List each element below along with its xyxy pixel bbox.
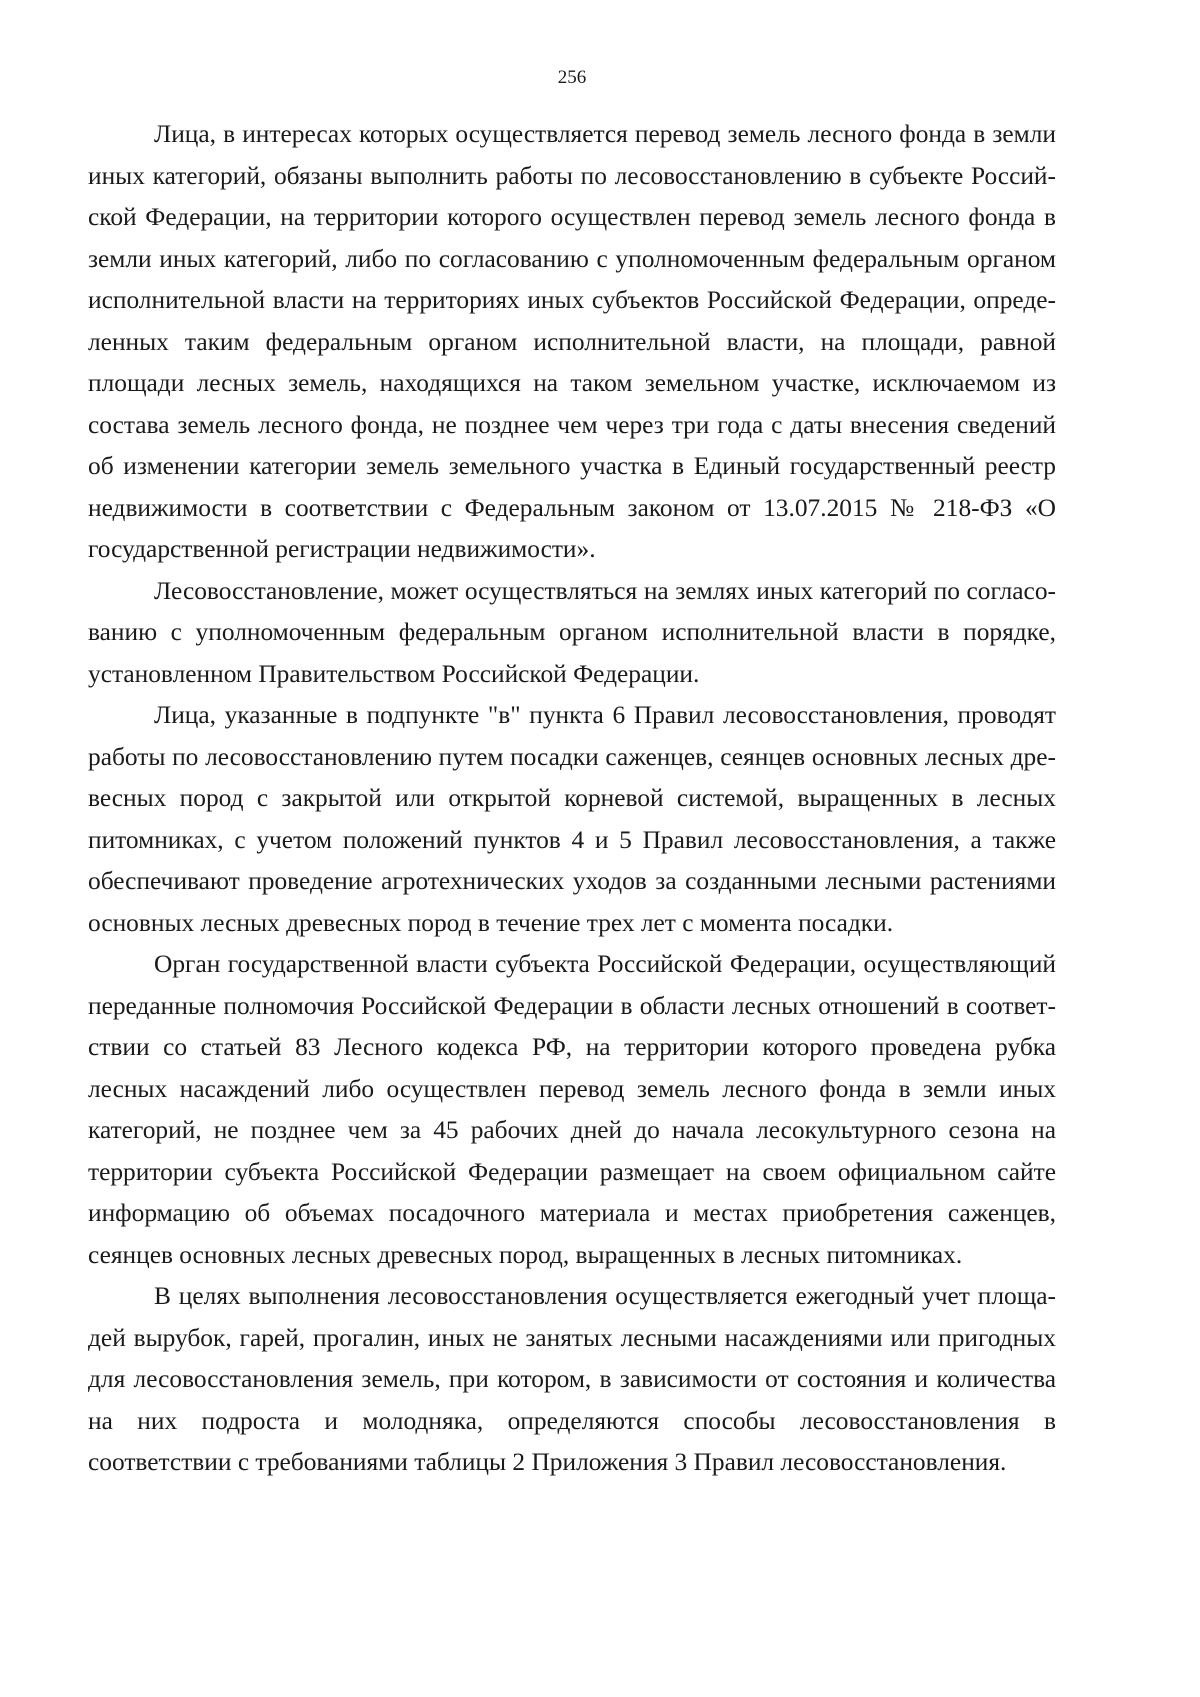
- paragraph-regional-authority: Орган государственной власти субъекта Российской Федерации, осуществляющий переданные полномочия Российской Федерации в области лесных отношений в соответствии со статьей 83 Лесного кодекса РФ, на территории которого проведена рубка лесных насаждений либо осуществлен перевод земель лесного фонда в земли иных категорий, не позднее чем за 45 рабочих дней до начала лесокультурного сезона на территории субъекта Российской Федерации размещает на своем официальном сайте информацию об объемах посадочного материала и местах приобретения саженцев, сеянцев основных лесных древесных пород, выращенных в лесных питомниках.: [88, 950, 1056, 1269]
- page-number: 256: [557, 67, 587, 88]
- paragraph-planting-works: Лица, указанные в подпункте "в" пункта 6 Правил лесовосстановления, проводят работы по лесовосстановлению путем посадки саженцев, сеянцев основных лесных древесных пород с закрытой или открытой корневой системой, выращенных в лесных питомниках, с учетом положений пунктов 4 и 5 Правил лесовосстановления, а также обеспечивают проведение агротехнических уходов за созданными лесными растениями основных лесных древесных пород в течение трех лет с момента посадки.: [88, 701, 1056, 937]
- paragraph-annual-accounting: В целях выполнения лесовосстановления осуществляется ежегодный учет площадей вырубок, гарей, прогалин, иных не занятых лесными насаждениями или пригодных для лесовосстановления земель, при котором, в зависимости от состояния и количества на них подроста и молодняка, определяются способы лесовосстановления в соответствии с требованиями таблицы 2 Приложения 3 Правил лесовосстановления.: [88, 1282, 1056, 1476]
- document-body: [88, 114, 1056, 1484]
- paragraph-reforestation-obligation: Лица, в интересах которых осуществляется перевод земель лесного фонда в земли иных категорий, обязаны выполнить работы по лесовосстановлению в субъекте Российской Федерации, на территории которого осуществлен перевод земель лесного фонда в земли иных категорий, либо по согласованию с уполномоченным федеральным органом исполнительной власти на территориях иных субъектов Российской Федерации, определенных таким федеральным органом исполнительной власти, на площади, равной площади лесных земель, находящихся на таком земельном участке, исключаемом из состава земель лесного фонда, не позднее чем через три года с даты внесения сведений об изменении категории земель земельного участка в Единый государственный реестр недвижимости в соответствии с Федеральным законом от 13.07.2015 № 218-ФЗ «О государственной регистрации недвижимости».: [88, 120, 1056, 563]
- paragraph-other-categories: Лесовосстановление, может осуществляться на землях иных категорий по согласованию с уполномоченным федеральным органом исполнительной власти в порядке, установленном Правительством Российской Федерации.: [88, 576, 1056, 688]
